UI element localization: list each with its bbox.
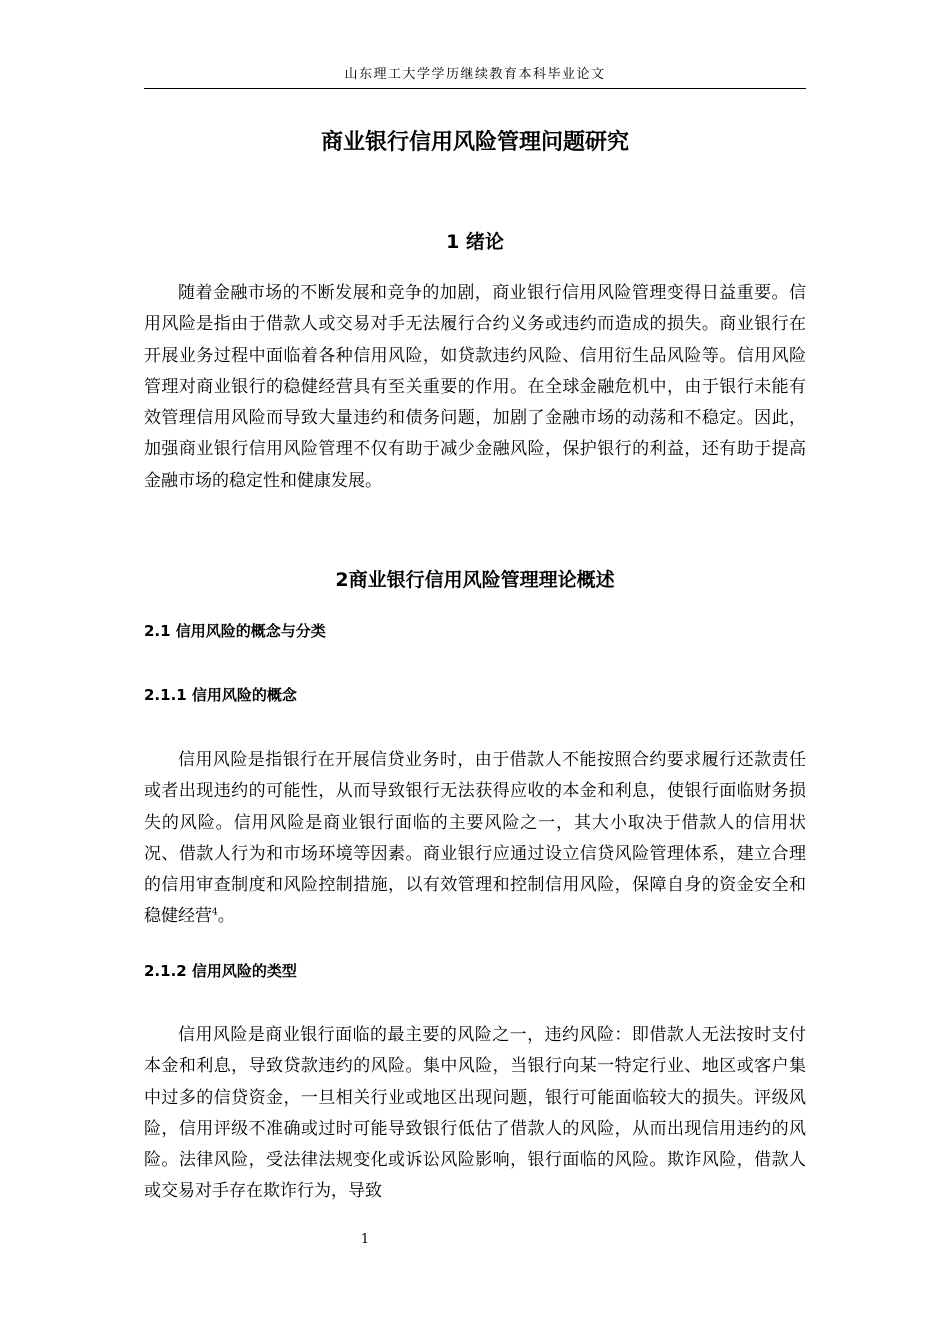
page-number: 1 xyxy=(360,1232,370,1247)
section-2-1-2-heading: 2.1.2 信用风险的类型 xyxy=(144,962,297,980)
section-2-1-1-paragraph xyxy=(144,745,806,933)
section-2-1-1-text: 信用风险是指银行在开展信贷业务时，由于借款人不能按照合约要求履行还款责任或者出现违约的可能性，从而导致银行无法获得应收的本金和利息，使银行面临财务损失的风险。信用风险是商业银行面临的主要风险之一，其大小取决于借款人的信用状况、借款人行为和市场环境等因素。商业银行应通过设立信贷风险管理体系，建立合理的信用审查制度和风险控制措施，以有效管理和控制信用风险，保障自身的资金安全和稳健经营 xyxy=(144,750,806,927)
header-divider xyxy=(144,88,806,89)
document-title: 商业银行信用风险管理问题研究 xyxy=(320,130,629,155)
chapter-2-heading: 2商业银行信用风险管理理论概述 xyxy=(335,569,615,591)
section-2-1-2-paragraph: 信用风险是商业银行面临的最主要的风险之一，违约风险：即借款人无法按时支付本金和利息，导致贷款违约的风险。集中风险，当银行向某一特定行业、地区或客户集中过多的信贷资金，一旦相关行业或地区出现问题，银行可能面临较大的损失。评级风险，信用评级不准确或过时可能导致银行低估了借款人的风险，从而出现信用违约的风险。法律风险，受法律法规变化或诉讼风险影响，银行面临的风险。欺诈风险，借款人或交易对手存在欺诈行为，导致 xyxy=(144,1025,806,1202)
citation-mark: 4 xyxy=(212,907,218,918)
section-2-1-1-heading: 2.1.1 信用风险的概念 xyxy=(144,686,297,704)
chapter-1-paragraph: 随着金融市场的不断发展和竞争的加剧，商业银行信用风险管理变得日益重要。信用风险是指由于借款人或交易对手无法履行合约义务或违约而造成的损失。商业银行在开展业务过程中面临着各种信用风险，如贷款违约风险、信用衍生品风险等。信用风险管理对商业银行的稳健经营具有至关重要的作用。在全球金融危机中，由于银行未能有效管理信用风险而导致大量违约和债务问题，加剧了金融市场的动荡和不稳定。因此，加强商业银行信用风险管理不仅有助于减少金融风险，保护银行的利益，还有助于提高金融市场的稳定性和健康发展。 xyxy=(144,283,806,491)
section-2-1-heading: 2.1 信用风险的概念与分类 xyxy=(144,622,326,640)
section-2-1-1-end-mark: 。 xyxy=(217,906,235,927)
running-header: 山东理工大学学历继续教育本科毕业论文 xyxy=(344,67,606,82)
chapter-1-heading: 1 绪论 xyxy=(446,231,504,253)
